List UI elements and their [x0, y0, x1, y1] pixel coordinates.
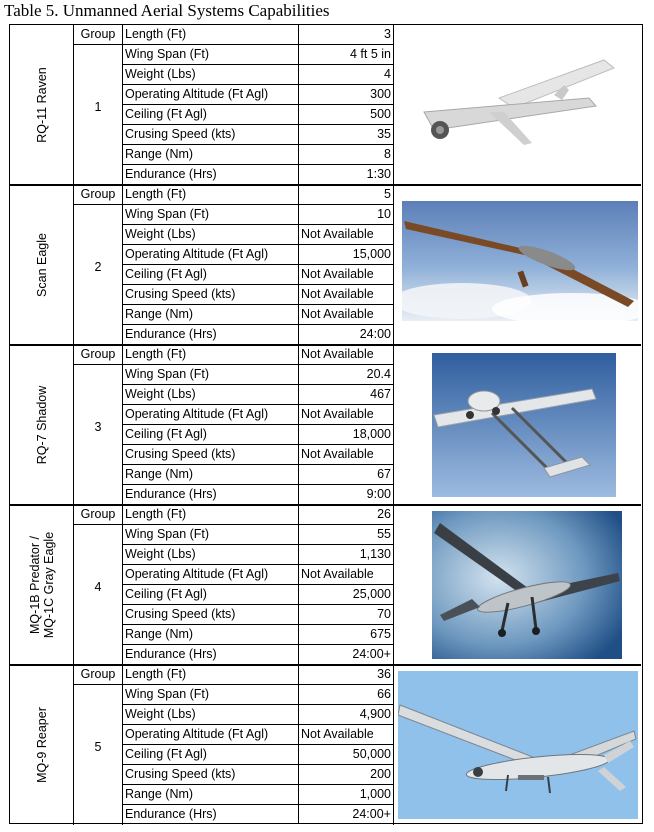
- spec-value: 25,000: [352, 587, 391, 601]
- spec-label: Wing Span (Ft): [123, 525, 299, 544]
- spec-value: Not Available: [301, 407, 374, 421]
- spec-value: 55: [377, 527, 391, 541]
- page-title: Table 5. Unmanned Aerial Systems Capabilities: [4, 1, 330, 20]
- spec-label: Endurance (Hrs): [123, 485, 299, 504]
- spec-value: 9:00: [366, 487, 391, 501]
- spec-row-wingspan: [123, 365, 393, 385]
- spec-label: Range (Nm): [123, 305, 299, 324]
- spec-value: 35: [377, 127, 391, 141]
- spec-label: Ceiling (Ft Agl): [123, 585, 299, 604]
- spec-value: 24:00+: [352, 807, 391, 821]
- spec-row-op-altitude: [123, 725, 393, 745]
- spec-row-length: [123, 25, 393, 45]
- spec-label: Ceiling (Ft Agl): [123, 425, 299, 444]
- spec-row-range: [123, 305, 393, 325]
- group-header: Group: [74, 25, 122, 45]
- spec-row-weight: [123, 545, 393, 565]
- group-cell: [74, 345, 123, 505]
- predator-drone-photo: [432, 511, 622, 659]
- spec-label: Weight (Lbs): [123, 385, 299, 404]
- system-name-cell: [10, 665, 74, 825]
- spec-row-ceiling: [123, 585, 393, 605]
- spec-label: Range (Nm): [123, 465, 299, 484]
- system-name-cell: [10, 25, 74, 185]
- spec-label: Weight (Lbs): [123, 225, 299, 244]
- spec-label: Wing Span (Ft): [123, 365, 299, 384]
- spec-row-range: [123, 785, 393, 805]
- system-name: MQ-9 Reaper: [35, 707, 49, 783]
- spec-row-speed: [123, 765, 393, 785]
- spec-value: Not Available: [301, 227, 374, 241]
- spec-row-wingspan: [123, 685, 393, 705]
- spec-row-endurance: [123, 805, 393, 825]
- spec-row-op-altitude: [123, 85, 393, 105]
- spec-value: Not Available: [301, 727, 374, 741]
- spec-row-length: [123, 505, 393, 525]
- spec-row-speed: [123, 605, 393, 625]
- spec-value: 1,130: [359, 547, 391, 561]
- spec-row-ceiling: [123, 105, 393, 125]
- spec-value: 8: [384, 147, 391, 161]
- system-block-reaper: [10, 665, 641, 825]
- spec-row-length: [123, 345, 393, 365]
- spec-value: 1,000: [359, 787, 391, 801]
- spec-value: 5: [384, 187, 391, 201]
- system-name-cell: [10, 345, 74, 505]
- spec-row-range: [123, 465, 393, 485]
- spec-label: Endurance (Hrs): [123, 165, 299, 184]
- scan-eagle-drone-photo: [402, 201, 638, 321]
- spec-label: Crusing Speed (kts): [123, 125, 299, 144]
- group-cell: [74, 185, 123, 345]
- group-number: 4: [94, 580, 102, 594]
- spec-value: 36: [377, 667, 391, 681]
- spec-label: Length (Ft): [123, 345, 299, 364]
- spec-label: Ceiling (Ft Agl): [123, 745, 299, 764]
- group-number: 5: [94, 740, 102, 754]
- spec-row-wingspan: [123, 525, 393, 545]
- spec-value: Not Available: [301, 347, 374, 361]
- spec-value: 26: [377, 507, 391, 521]
- spec-value: 15,000: [352, 247, 391, 261]
- spec-label: Weight (Lbs): [123, 65, 299, 84]
- spec-value: 10: [377, 207, 391, 221]
- spec-label: Endurance (Hrs): [123, 805, 299, 824]
- spec-row-range: [123, 625, 393, 645]
- spec-value: 467: [370, 387, 391, 401]
- spec-row-endurance: [123, 485, 393, 505]
- group-cell: [74, 665, 123, 825]
- spec-label: Range (Nm): [123, 145, 299, 164]
- spec-label: Wing Span (Ft): [123, 45, 299, 64]
- spec-label: Wing Span (Ft): [123, 685, 299, 704]
- spec-label: Weight (Lbs): [123, 545, 299, 564]
- spec-value: 200: [370, 767, 391, 781]
- group-header: Group: [74, 665, 122, 685]
- spec-rows: [123, 345, 393, 505]
- spec-label: Range (Nm): [123, 625, 299, 644]
- spec-row-speed: [123, 285, 393, 305]
- spec-label: Range (Nm): [123, 785, 299, 804]
- image-cell: [393, 345, 641, 505]
- spec-value: Not Available: [301, 447, 374, 461]
- system-name: RQ-11 Raven: [35, 67, 49, 143]
- group-number: 2: [94, 260, 102, 274]
- system-name-cell: [10, 185, 74, 345]
- spec-row-weight: [123, 65, 393, 85]
- spec-value: Not Available: [301, 267, 374, 281]
- spec-value: 4: [384, 67, 391, 81]
- spec-label: Crusing Speed (kts): [123, 445, 299, 464]
- spec-label: Crusing Speed (kts): [123, 765, 299, 784]
- spec-value: Not Available: [301, 307, 374, 321]
- spec-label: Weight (Lbs): [123, 705, 299, 724]
- spec-label: Length (Ft): [123, 505, 299, 524]
- spec-row-ceiling: [123, 745, 393, 765]
- group-header: Group: [74, 345, 122, 365]
- group-number: 3: [94, 420, 102, 434]
- image-cell: [393, 25, 641, 185]
- system-name: RQ-7 Shadow: [35, 385, 49, 465]
- spec-label: Length (Ft): [123, 185, 299, 204]
- spec-label: Operating Altitude (Ft Agl): [123, 725, 299, 744]
- spec-value: 18,000: [352, 427, 391, 441]
- spec-row-wingspan: [123, 205, 393, 225]
- group-header: Group: [74, 185, 122, 205]
- system-block-predator: [10, 505, 641, 665]
- spec-value: 20.4: [366, 367, 391, 381]
- group-cell: [74, 505, 123, 665]
- spec-label: Wing Span (Ft): [123, 205, 299, 224]
- spec-row-op-altitude: [123, 245, 393, 265]
- spec-label: Crusing Speed (kts): [123, 605, 299, 624]
- spec-label: Operating Altitude (Ft Agl): [123, 85, 299, 104]
- image-cell: [393, 185, 641, 345]
- spec-row-weight: [123, 385, 393, 405]
- spec-row-length: [123, 185, 393, 205]
- spec-value: Not Available: [301, 567, 374, 581]
- spec-row-endurance: [123, 325, 393, 345]
- raven-drone-photo: [404, 40, 632, 170]
- spec-row-speed: [123, 445, 393, 465]
- spec-rows: [123, 505, 393, 665]
- spec-row-range: [123, 145, 393, 165]
- spec-value: 500: [370, 107, 391, 121]
- image-cell: [393, 665, 641, 825]
- spec-label: Ceiling (Ft Agl): [123, 265, 299, 284]
- system-block-scan-eagle: [10, 185, 641, 345]
- spec-row-endurance: [123, 645, 393, 665]
- group-number: 1: [94, 100, 102, 114]
- spec-label: Ceiling (Ft Agl): [123, 105, 299, 124]
- spec-row-ceiling: [123, 425, 393, 445]
- spec-value: 1:30: [366, 167, 391, 181]
- spec-row-op-altitude: [123, 405, 393, 425]
- spec-value: 70: [377, 607, 391, 621]
- spec-label: Operating Altitude (Ft Agl): [123, 245, 299, 264]
- spec-label: Length (Ft): [123, 25, 299, 44]
- group-header: Group: [74, 505, 122, 525]
- group-cell: [74, 25, 123, 185]
- spec-label: Operating Altitude (Ft Agl): [123, 405, 299, 424]
- spec-value: 24:00+: [352, 647, 391, 661]
- system-block-shadow: [10, 345, 641, 505]
- spec-row-ceiling: [123, 265, 393, 285]
- spec-label: Endurance (Hrs): [123, 645, 299, 664]
- spec-value: 4 ft 5 in: [350, 47, 391, 61]
- spec-value: 66: [377, 687, 391, 701]
- spec-row-weight: [123, 705, 393, 725]
- spec-rows: [123, 185, 393, 345]
- spec-row-op-altitude: [123, 565, 393, 585]
- spec-label: Operating Altitude (Ft Agl): [123, 565, 299, 584]
- spec-label: Length (Ft): [123, 665, 299, 684]
- spec-value: 300: [370, 87, 391, 101]
- image-cell: [393, 505, 641, 665]
- spec-value: 24:00: [359, 327, 391, 341]
- spec-row-weight: [123, 225, 393, 245]
- capabilities-table: [9, 24, 643, 824]
- system-name-cell: [10, 505, 74, 665]
- shadow-drone-photo: [432, 353, 616, 497]
- reaper-drone-photo: [398, 671, 638, 819]
- spec-value: 67: [377, 467, 391, 481]
- spec-value: 4,900: [359, 707, 391, 721]
- system-name: Scan Eagle: [35, 233, 49, 297]
- system-block-raven: [10, 25, 641, 185]
- spec-value: 3: [384, 27, 391, 41]
- system-name: MQ-1B Predator / MQ-1C Gray Eagle: [28, 531, 56, 639]
- spec-value: 50,000: [352, 747, 391, 761]
- spec-row-wingspan: [123, 45, 393, 65]
- spec-value: 675: [370, 627, 391, 641]
- spec-label: Crusing Speed (kts): [123, 285, 299, 304]
- spec-rows: [123, 25, 393, 185]
- spec-label: Endurance (Hrs): [123, 325, 299, 344]
- spec-rows: [123, 665, 393, 825]
- spec-row-endurance: [123, 165, 393, 185]
- spec-row-length: [123, 665, 393, 685]
- spec-row-speed: [123, 125, 393, 145]
- spec-value: Not Available: [301, 287, 374, 301]
